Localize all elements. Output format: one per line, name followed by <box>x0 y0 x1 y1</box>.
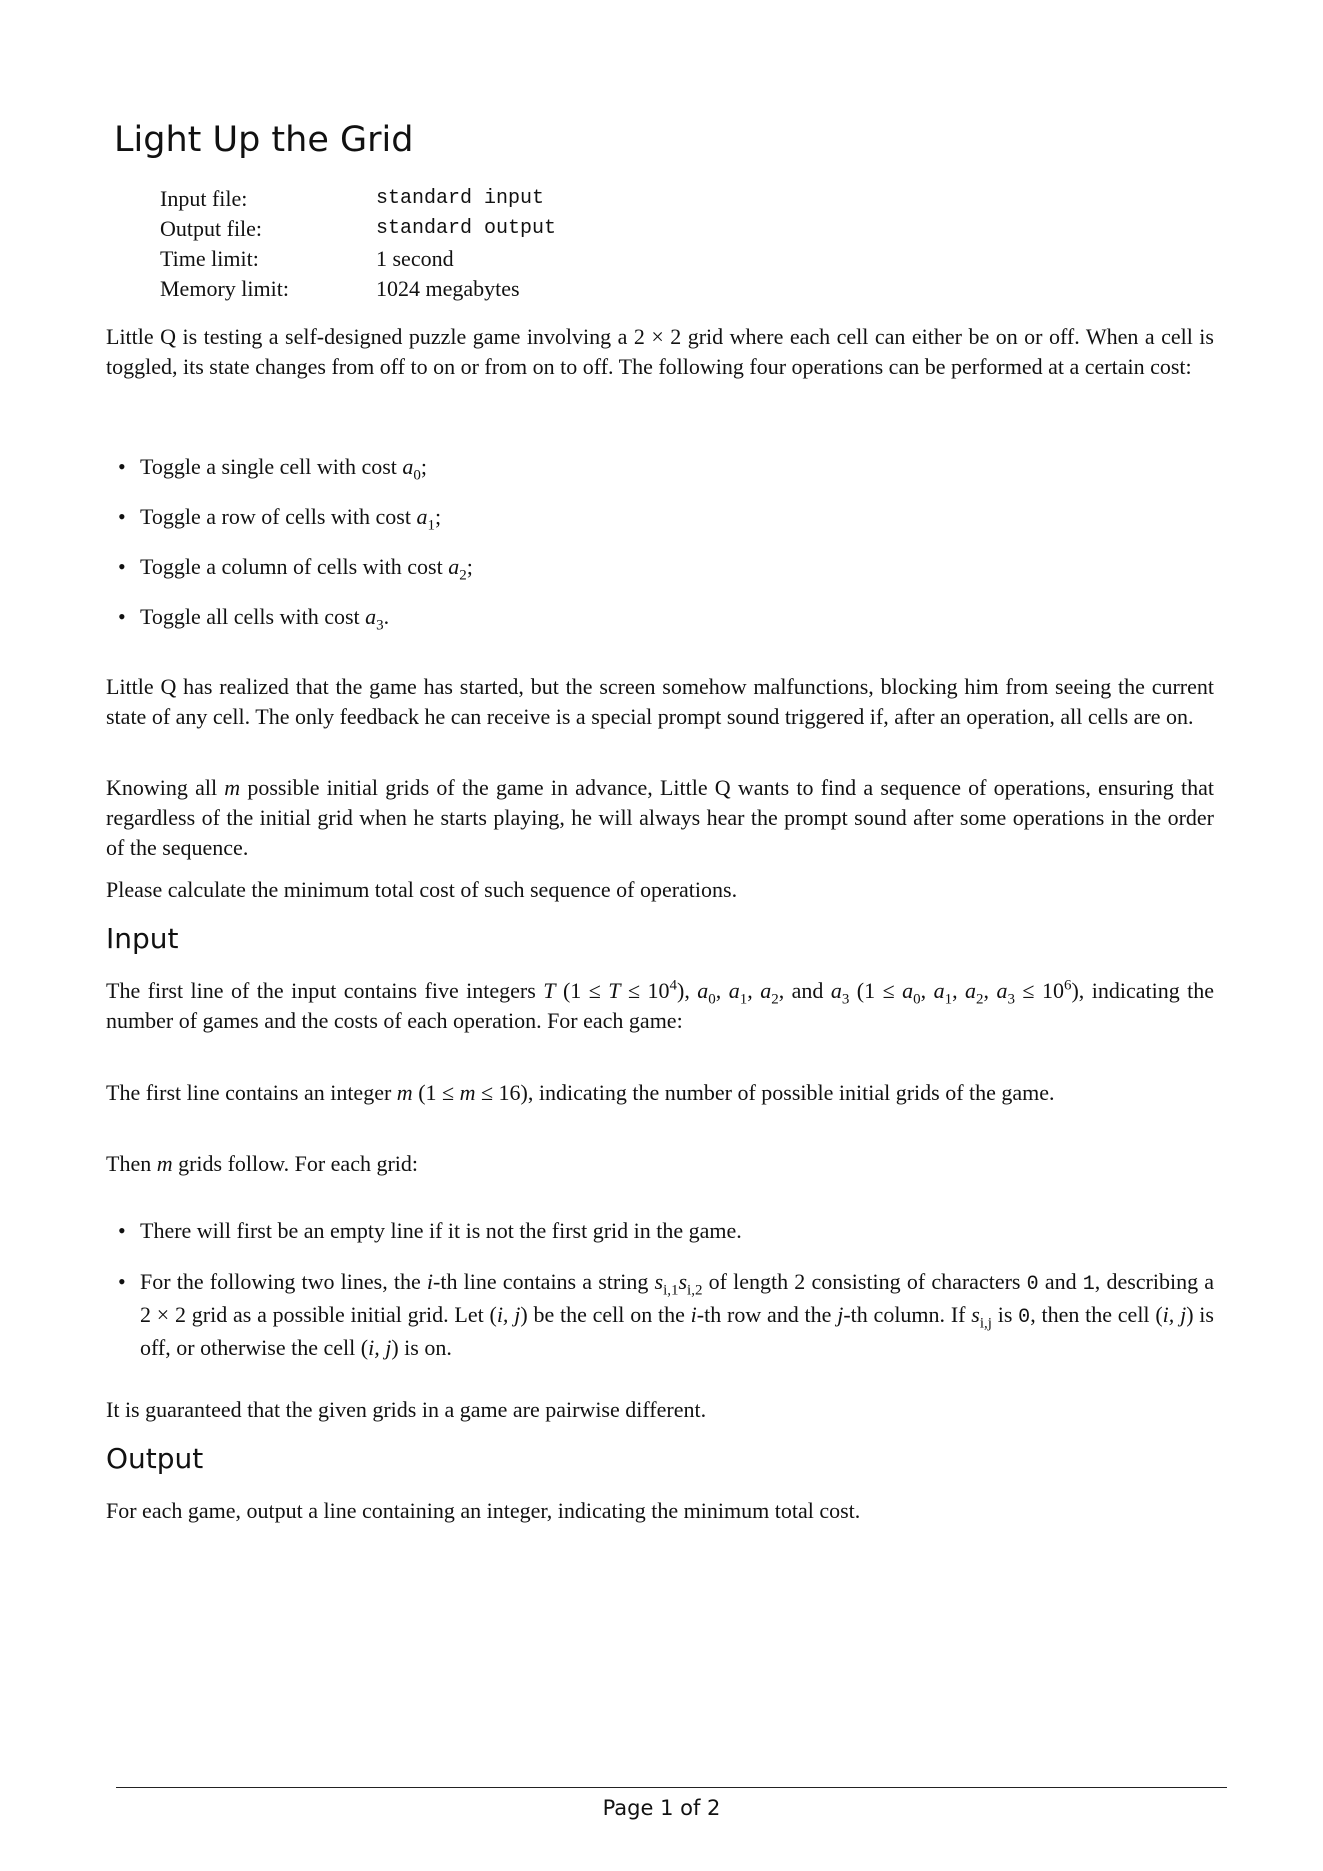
text-run: There will first be an empty line if it is not the first grid in the game. <box>140 1218 742 1243</box>
limit-value: standard output <box>376 217 557 240</box>
math-var: i <box>690 1302 697 1327</box>
limit-row-memory <box>160 274 556 304</box>
text-run: , describing a 2 × 2 grid as a possible initial grid. Let ( <box>140 1269 1215 1327</box>
math-var: a <box>996 978 1008 1003</box>
text-run: grids follow. For each grid: <box>172 1151 419 1176</box>
math-tt: 1 <box>1082 1273 1095 1296</box>
math-var: s <box>971 1302 980 1327</box>
text-run: ; <box>466 554 473 579</box>
math-sub: 0 <box>708 991 716 1008</box>
text-run: Toggle all cells with cost <box>140 604 366 629</box>
math-var: i, j <box>1162 1302 1187 1327</box>
paragraph <box>106 322 1214 382</box>
paragraph <box>106 672 1214 732</box>
text-run: Toggle a single cell with cost <box>140 454 403 479</box>
text-run: Little Q is testing a self-designed puzzle game involving a 2 × 2 grid where each cell can either be on or off. When a cell is toggled, its state changes from off to on or from on to off. The following four operations can be performed at a certain cost: <box>106 324 1214 379</box>
math-tt: 0 <box>1026 1273 1039 1296</box>
math-var: j <box>837 1302 844 1327</box>
math-sup: 4 <box>669 977 677 994</box>
text-run: ), indicating the number of games and the costs of each operation. For each game: <box>106 978 1215 1033</box>
math-var: s <box>678 1269 688 1294</box>
math-var: a <box>728 978 740 1003</box>
text-run: -th line contains a string <box>433 1269 655 1294</box>
math-sub: 1 <box>739 991 748 1008</box>
text-run: Output <box>106 1442 204 1475</box>
text-run: Please calculate the minimum total cost of such sequence of operations. <box>106 877 738 902</box>
text-run: is <box>991 1302 1019 1327</box>
limits-table <box>160 184 556 304</box>
math-var: a <box>365 604 377 629</box>
problem-title: Light Up the Grid <box>114 120 414 160</box>
limit-label: Input file: <box>160 186 248 211</box>
text-run: ; <box>420 454 428 479</box>
math-var: m <box>224 775 241 800</box>
math-var: i <box>426 1269 434 1294</box>
text-run: , <box>747 978 761 1003</box>
text-run: and <box>1038 1269 1083 1294</box>
text-run: For each game, output a line containing an integer, indicating the minimum total cost. <box>106 1498 861 1523</box>
text-run: ), <box>677 978 698 1003</box>
math-sub: 3 <box>376 617 384 634</box>
limit-value: standard input <box>376 187 545 210</box>
text-run: Toggle a column of cells with cost <box>140 554 449 579</box>
list-item <box>140 552 1214 582</box>
text-run: , <box>920 978 934 1003</box>
math-sub: 2 <box>771 991 779 1008</box>
limit-value: 1024 megabytes <box>376 276 520 301</box>
text-run: ; <box>434 504 442 529</box>
math-sub: 1 <box>427 517 435 534</box>
limit-value: 1 second <box>376 246 454 271</box>
list-item <box>140 452 1214 482</box>
text-run: ≤ 16), indicating the number of possible initial grids of the game. <box>475 1080 1055 1105</box>
math-var: i, j <box>496 1302 521 1327</box>
paragraph <box>106 976 1214 1036</box>
math-var: a <box>416 504 428 529</box>
paragraph <box>106 1078 1214 1108</box>
text-run: , <box>983 978 997 1003</box>
paragraph <box>106 1149 1214 1179</box>
math-sub: i,1 <box>663 1282 679 1299</box>
text-run: -th row and the <box>696 1302 838 1327</box>
text-run: . <box>383 604 390 629</box>
section-heading <box>106 922 179 955</box>
math-sub: 3 <box>841 991 850 1008</box>
text-run: Then <box>106 1151 157 1176</box>
section-heading <box>106 1442 203 1475</box>
text-run: , <box>952 978 966 1003</box>
text-run: , and <box>778 978 831 1003</box>
math-sub: 2 <box>976 991 984 1008</box>
limit-label: Output file: <box>160 216 263 241</box>
paragraph <box>106 773 1214 863</box>
list-item <box>140 1216 1214 1246</box>
math-var: i, j <box>368 1335 392 1360</box>
text-run: , then the cell ( <box>1030 1302 1163 1327</box>
math-sup: 6 <box>1063 977 1072 994</box>
text-run: Input <box>106 922 179 955</box>
limit-row-time <box>160 244 556 274</box>
text-run: Little Q has realized that the game has started, but the screen somehow malfunctions, blocking him from seeing the current state of any cell. The only feedback he can receive is a special prompt sound triggered if, after an operation, all cells are on. <box>106 674 1214 729</box>
page-number: Page 1 of 2 <box>602 1796 721 1820</box>
math-var: m <box>396 1080 413 1105</box>
math-var: a <box>760 978 772 1003</box>
text-run: Toggle a row of cells with cost <box>140 504 417 529</box>
text-run: ) be the cell on the <box>520 1302 691 1327</box>
math-var: m <box>156 1151 173 1176</box>
math-var: T <box>543 978 556 1003</box>
math-sub: 2 <box>459 567 467 584</box>
text-run: For the following two lines, the <box>140 1269 427 1294</box>
math-var: a <box>697 978 709 1003</box>
text-run: The first line contains an integer <box>106 1080 397 1105</box>
list-item <box>140 1267 1214 1363</box>
math-sub: i,j <box>979 1315 992 1332</box>
paragraph <box>106 1395 1214 1425</box>
math-var: a <box>830 978 842 1003</box>
math-sub: 0 <box>913 991 921 1008</box>
limit-label: Time limit: <box>160 246 259 271</box>
math-sub: 3 <box>1007 991 1015 1008</box>
text-run: of length 2 consisting of characters <box>702 1269 1027 1294</box>
text-run: It is guaranteed that the given grids in a game are pairwise different. <box>106 1397 707 1422</box>
text-run: (1 ≤ <box>849 978 903 1003</box>
paragraph <box>106 875 1214 905</box>
text-run: (1 ≤ <box>412 1080 460 1105</box>
math-sub: 0 <box>413 467 421 484</box>
text-run: possible initial grids of the game in advance, Little Q wants to find a sequence of operations, ensuring that regardless of the initial grid when he starts playing, he will always hear the prompt sound after some operations in the order of the sequence. <box>106 775 1214 860</box>
math-var: a <box>402 454 414 479</box>
text-run: (1 ≤ <box>555 978 609 1003</box>
text-run: , <box>715 978 729 1003</box>
limit-row-output <box>160 214 556 244</box>
list-item <box>140 502 1214 532</box>
footer-divider <box>116 1787 1227 1788</box>
paragraph <box>106 1496 1214 1526</box>
math-var: a <box>448 554 460 579</box>
text-run: -th column. If <box>843 1302 972 1327</box>
math-sub: 1 <box>944 991 953 1008</box>
text-run: ≤ 10 <box>620 978 670 1003</box>
text-run: Knowing all <box>106 775 225 800</box>
math-var: a <box>902 978 914 1003</box>
limit-label: Memory limit: <box>160 276 289 301</box>
math-tt: 0 <box>1018 1306 1031 1329</box>
limit-row-input <box>160 184 556 214</box>
math-var: T <box>608 978 621 1003</box>
math-var: a <box>933 978 945 1003</box>
text-run: The first line of the input contains five integers <box>106 978 544 1003</box>
math-var: a <box>965 978 977 1003</box>
list-item <box>140 602 1214 632</box>
text-run: ≤ 10 <box>1014 978 1064 1003</box>
text-run: ) is on. <box>391 1335 452 1360</box>
math-sub: i,2 <box>687 1282 703 1299</box>
text-run: ) is off, or otherwise the cell ( <box>140 1302 1214 1360</box>
math-var: s <box>654 1269 664 1294</box>
math-var: m <box>459 1080 476 1105</box>
